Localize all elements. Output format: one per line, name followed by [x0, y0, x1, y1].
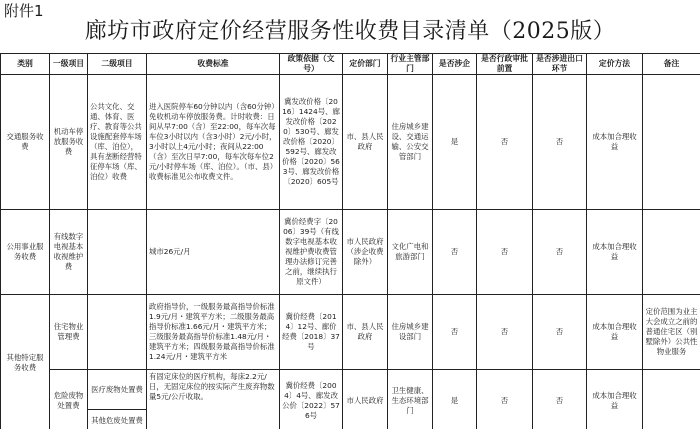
col-header-dept: 定价部门 [343, 54, 388, 75]
cell-note: 定价范围为业主大会成立之前的普通住宅区（别墅除外）公共性物业服务 [643, 295, 700, 370]
col-header-enterprise: 是否涉企 [433, 54, 477, 75]
cell-import-export: 否 [533, 295, 587, 370]
header-row [1, 54, 700, 75]
cell-authority: 住房城乡建设部门 [388, 295, 433, 370]
cell-standard: 城市26元/月 [147, 210, 280, 295]
fee-catalog-table [0, 53, 700, 429]
cell-authority: 文化广电和旅游部门 [388, 210, 433, 295]
cell-category: 交通服务收费 [1, 75, 50, 210]
col-header-category: 类别 [1, 54, 50, 75]
cell-level1: 有线数字电视基本收视维护费 [50, 210, 88, 295]
cell-level1: 危险废物处置费 [50, 370, 88, 429]
table-row [1, 370, 700, 410]
cell-approval: 否 [477, 370, 533, 429]
cell-import-export: 否 [533, 210, 587, 295]
cell-method: 成本加合理收益 [587, 210, 643, 295]
col-header-standard: 收费标准 [147, 54, 280, 75]
cell-dept: 市、县人民政府 [343, 295, 388, 370]
cell-category: 其他特定服务收费 [1, 295, 50, 429]
col-header-approval: 是否行政审批前置 [477, 54, 533, 75]
table-row [1, 210, 700, 295]
cell-category: 公用事业服务收费 [1, 210, 50, 295]
cell-approval: 否 [477, 210, 533, 295]
col-header-basis: 政策依据（文号） [280, 54, 343, 75]
cell-import-export: 否 [533, 370, 587, 429]
cell-method: 成本加合理收益 [587, 370, 643, 429]
cell-enterprise: 是 [433, 75, 477, 210]
cell-enterprise: 否 [433, 210, 477, 295]
table-row [1, 75, 700, 210]
cell-method: 成本加合理收益 [587, 295, 643, 370]
cell-note [643, 210, 700, 295]
attachment-label: 附件1 [4, 2, 44, 20]
cell-basis: 冀价经费〔2004〕4号、廊发改公价〔2022〕576号 [280, 370, 343, 429]
col-header-authority: 行业主管部门 [388, 54, 433, 75]
cell-level2 [88, 295, 147, 370]
cell-basis: 冀价经费〔2014〕12号、廊价经费〔2018〕37号 [280, 295, 343, 370]
cell-approval: 否 [477, 295, 533, 370]
col-header-method: 定价方法 [587, 54, 643, 75]
cell-dept: 市、县人民政府 [343, 75, 388, 210]
cell-level2: 医疗废物处置费 [88, 370, 147, 410]
cell-standard: 政府指导价，一级服务最高指导价标准1.9元/月・建筑平方米；二级服务最高指导价标准1.66元/月・建筑平方米；三级服务最高指导价标准1.48元/月・建筑平方米；四级服务最高指导价标准1.24元/月・建筑平方米 [147, 295, 280, 370]
cell-authority: 卫生健康、生态环境部门 [388, 370, 433, 429]
cell-standard: 进入医院停车60分钟以内（含60分钟）免收机动车停放服务费。计时收费：日间从早7:00（含）至22:00，每车次每车位3小时以内（含3小时）2元/小时，3小时以上4元/小时；夜间从22:00（含）至次日早7:00，每车次每车位2元/小时停车场（库、泊位）。（市、县）收费标准见公布收费文件。 [147, 75, 280, 210]
col-header-import-export: 是否涉进出口环节 [533, 54, 587, 75]
cell-note [643, 75, 700, 210]
cell-approval: 否 [477, 75, 533, 210]
cell-dept: 市人民政府（涉企收费除外） [343, 210, 388, 295]
table-row [1, 295, 700, 370]
cell-level1: 住宅物业管理费 [50, 295, 88, 370]
page-title: 廊坊市政府定价经营服务性收费目录清单（2025版） [84, 19, 616, 44]
cell-import-export: 否 [533, 75, 587, 210]
cell-level2: 其他危废处置费 [88, 410, 147, 429]
cell-level2: 公共文化、交通、体育、医疗、教育等公共设施配套停车场（库、泊位），具有垄断经营特征停车场（库、泊位）收费 [88, 75, 147, 210]
col-header-note: 备注 [643, 54, 700, 75]
col-header-level2: 二级项目 [88, 54, 147, 75]
cell-level1: 机动车停放服务收费 [50, 75, 88, 210]
cell-enterprise: 是 [433, 370, 477, 429]
cell-note [643, 370, 700, 429]
cell-level2 [88, 210, 147, 295]
cell-dept: 市人民政府 [343, 370, 388, 429]
col-header-level1: 一级项目 [50, 54, 88, 75]
cell-basis: 冀发改价格〔2016〕1424号、廊发改价格〔2020〕530号、廊发改价格〔2020〕592号、廊发改价格〔2020〕563号、廊发改价格〔2020〕605号 [280, 75, 343, 210]
cell-standard: 有固定床位的医疗机构，每床2.2元/日，无固定床位的按实际产生废弃物数量5元/公斤收取。 [147, 370, 280, 429]
cell-authority: 住房城乡建设、交通运输、公安交管部门 [388, 75, 433, 210]
cell-enterprise: 否 [433, 295, 477, 370]
cell-basis: 冀价经费字〔2006〕39号（有线数字电视基本收视维护费收费管理办法修订完善之前，继续执行原文件） [280, 210, 343, 295]
cell-method: 成本加合理收益 [587, 75, 643, 210]
